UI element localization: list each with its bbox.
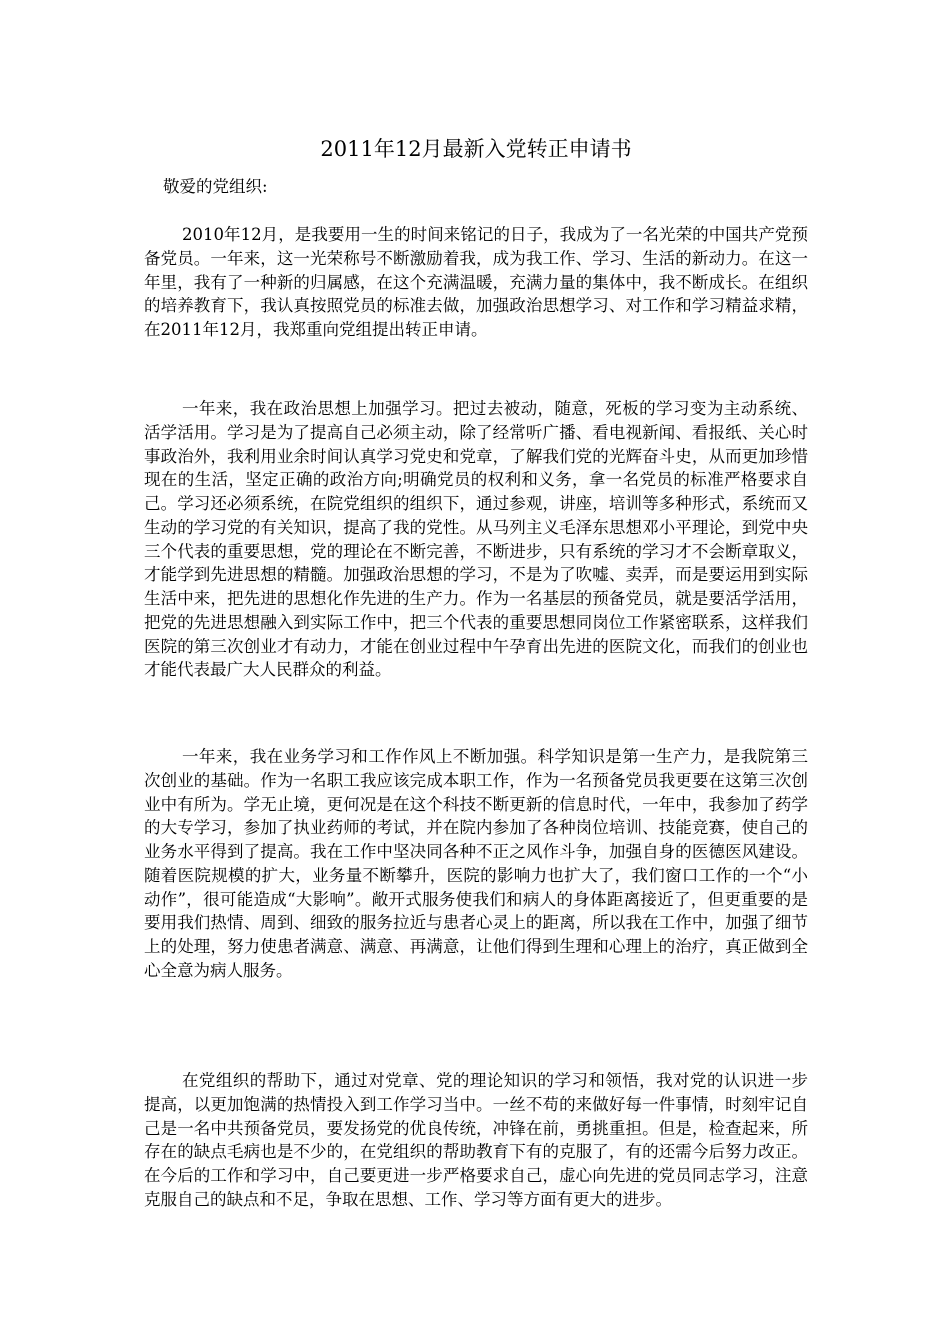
paragraph-3: 一年来，我在业务学习和工作作风上不断加强。科学知识是第一生产力，是我院第三次创业的基础。作为一名职工我应该完成本职工作，作为一名预备党员我更要在这第三次创业中有所为。学无止境，更何况是在这个科技不断更新的信息时代，一年中，我参加了药学的大专学习，参加了执业药师的考试，并在院内参加了各种岗位培训、技能竞赛，使自己的业务水平得到了提高。我在工作中坚决同各种不正之风作斗争，加强自身的医德医风建设。随着医院规模的扩大，业务量不断攀升，医院的影响力也扩大了，我们窗口工作的一个“小动作”，很可能造成“大影响”。敞开式服务使我们和病人的身体距离接近了，但更重要的是要用我们热情、周到、细致的服务拉近与患者心灵上的距离，所以我在工作中，加强了细节上的处理，努力使患者满意、满意、再满意，让他们得到生理和心理上的治疗，真正做到全心全意为病人服务。	[144, 747, 808, 980]
paragraph-1: 2010年12月，是我要用一生的时间来铭记的日子，我成为了一名光荣的中国共产党预备党员。一年来，这一光荣称号不断激励着我，成为我工作、学习、生活的新动力。在这一年里，我有了一种新的归属感，在这个充满温暖，充满力量的集体中，我不断成长。在组织的培养教育下，我认真按照党员的标准去做，加强政治思想学习、对工作和学习精益求精，在2011年12月，我郑重向党组提出转正申请。	[144, 225, 808, 339]
salutation: 敬爱的党组织:	[163, 177, 268, 196]
document-title: 2011年12月最新入党转正申请书	[320, 137, 632, 161]
paragraph-2: 一年来，我在政治思想上加强学习。把过去被动，随意，死板的学习变为主动系统、活学活用。学习是为了提高自己必须主动，除了经常听广播、看电视新闻、看报纸、关心时事政治外，我利用业余时间认真学习党史和党章，了解我们党的光辉奋斗史，从而更加珍惜现在的生活，坚定正确的政治方向;明确党员的权利和义务，拿一名党员的标准严格要求自己。学习还必须系统，在院党组织的组织下，通过参观，讲座，培训等多种形式，系统而又生动的学习党的有关知识，提高了我的党性。从马列主义毛泽东思想邓小平理论，到党中央三个代表的重要思想，党的理论在不断完善，不断进步，只有系统的学习才不会断章取义，才能学到先进思想的精髓。加强政治思想的学习，不是为了吹嘘、卖弄，而是要运用到实际生活中来，把先进的思想化作先进的生产力。作为一名基层的预备党员，就是要活学活用，把党的先进思想融入到实际工作中，把三个代表的重要思想同岗位工作紧密联系，这样我们医院的第三次创业才有动力，才能在创业过程中午孕育出先进的医院文化，而我们的创业也才能代表最广大人民群众的利益。	[144, 399, 808, 680]
paragraph-4: 在党组织的帮助下，通过对党章、党的理论知识的学习和领悟，我对党的认识进一步提高，以更加饱满的热情投入到工作学习当中。一丝不苟的来做好每一件事情，时刻牢记自己是一名中共预备党员，要发扬党的优良传统，冲锋在前，勇挑重担。但是，检查起来，所存在的缺点毛病也是不少的，在党组织的帮助教育下有的克服了，有的还需今后努力改正。在今后的工作和学习中，自己要更进一步严格要求自己，虚心向先进的党员同志学习，注意克服自己的缺点和不足，争取在思想、工作、学习等方面有更大的进步。	[144, 1071, 808, 1209]
